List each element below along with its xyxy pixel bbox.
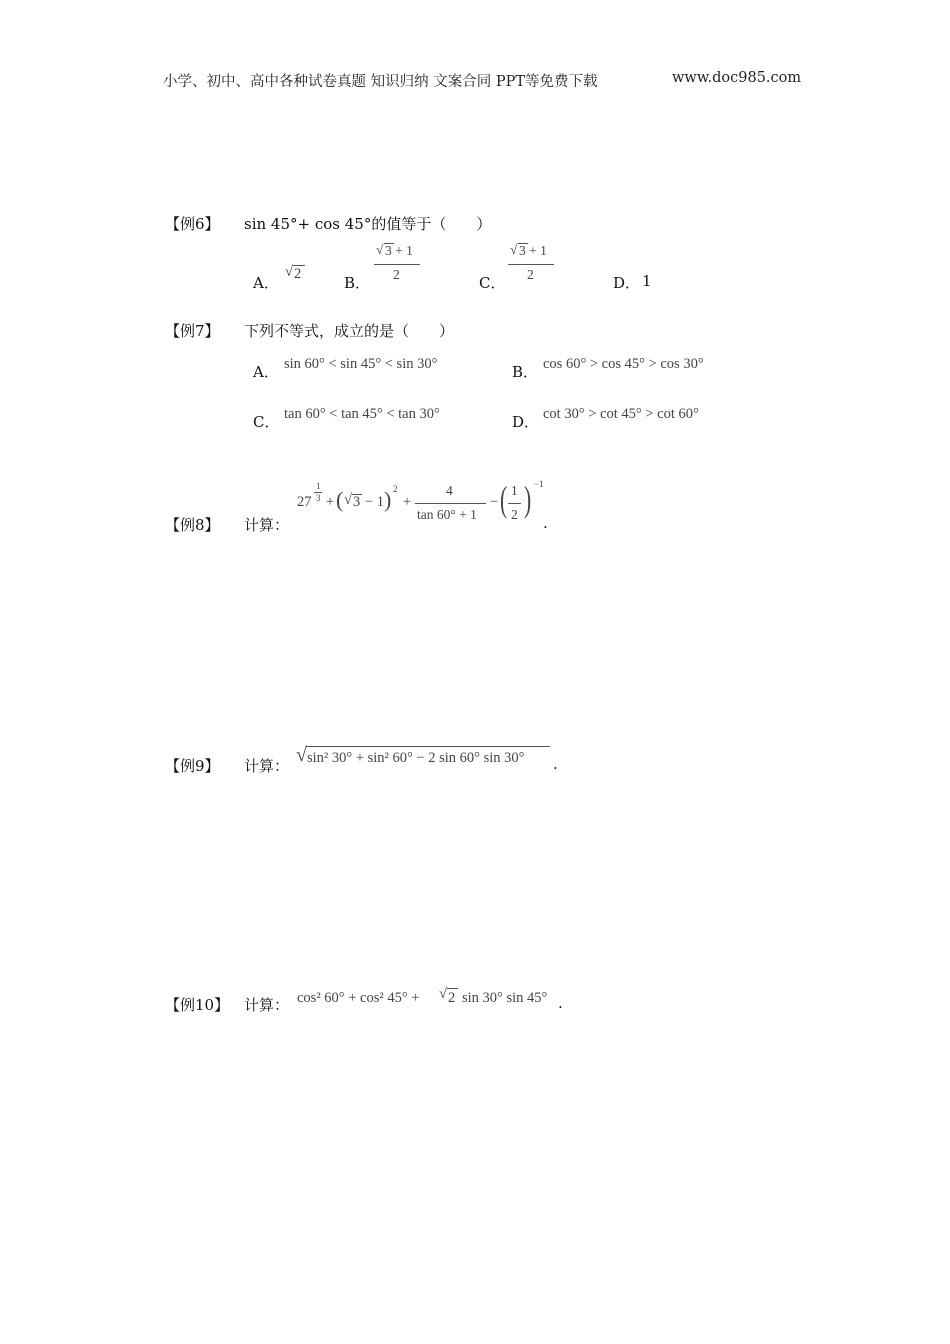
option-b-denominator: 2: [393, 267, 400, 282]
half-numerator: 1: [511, 483, 518, 498]
option-a-label: A．: [253, 363, 279, 381]
example-label: 【例10】: [165, 996, 230, 1014]
plus-sign: +: [326, 494, 335, 510]
plus-sign: +: [403, 494, 412, 510]
option-b-expr: cos 60° > cos 45° > cos 30°: [543, 356, 704, 372]
example-label: 【例8】: [165, 516, 220, 534]
option-c-denominator: 2: [527, 267, 534, 282]
left-paren: (: [336, 487, 344, 512]
fraction-bar: [508, 503, 521, 504]
option-a-expr: 2: [294, 266, 302, 282]
example-stem: 计算：: [244, 996, 290, 1014]
right-paren: ): [524, 479, 532, 519]
option-c-expr: tan 60° < tan 45° < tan 30°: [284, 406, 440, 422]
example-label: 【例6】: [165, 215, 220, 233]
sqrt-icon: √: [344, 492, 352, 508]
negative-exponent: −1: [534, 479, 544, 489]
sqrt-icon: √: [439, 986, 447, 1002]
option-b-numerator: 3 + 1: [385, 243, 413, 258]
example-stem: 计算：: [244, 516, 290, 534]
right-paren: ): [384, 487, 392, 512]
option-b-label: B．: [344, 274, 371, 292]
radicand-expression: sin² 30° + sin² 60° − 2 sin 60° sin 30°: [307, 750, 525, 766]
fraction-denominator: tan 60° + 1: [417, 507, 477, 522]
left-paren: (: [500, 479, 508, 519]
exponent-denominator: 3: [316, 493, 321, 503]
term-base: 27: [297, 494, 312, 510]
minus-sign: −: [490, 494, 499, 510]
radicand: 2: [448, 990, 456, 1006]
fraction-numerator: 4: [446, 483, 453, 498]
option-d-label: D．: [613, 274, 641, 292]
example-label: 【例7】: [165, 322, 220, 340]
option-b-label: B．: [512, 363, 539, 381]
minus-one: − 1: [365, 494, 385, 510]
radical-bar: [306, 746, 550, 747]
option-d-label: D．: [512, 413, 540, 431]
sqrt-icon: √: [285, 264, 293, 280]
half-denominator: 2: [511, 507, 518, 522]
example-stem: 计算：: [244, 757, 290, 775]
end-period: .: [553, 755, 558, 773]
exponent-numerator: 1: [316, 481, 321, 491]
radical-bar: [447, 988, 458, 989]
expression-part-b: sin 30° sin 45°: [462, 990, 548, 1006]
end-period: .: [558, 994, 563, 1012]
radicand: 3: [353, 494, 361, 510]
sqrt-icon: √: [376, 242, 384, 257]
option-c-numerator: 3 + 1: [519, 243, 547, 258]
sqrt-icon: √: [296, 744, 307, 766]
option-c-label: C．: [253, 413, 280, 431]
fraction-bar: [415, 503, 486, 504]
example-stem: sin 45°+ cos 45°的值等于（ ）: [244, 215, 492, 233]
header-site-url[interactable]: www.doc985.com: [672, 70, 802, 86]
end-period: .: [543, 514, 548, 532]
option-a-label: A．: [253, 274, 279, 292]
fraction-bar: [374, 264, 420, 265]
square-exponent: 2: [393, 484, 398, 494]
option-a-expr: sin 60° < sin 45° < sin 30°: [284, 356, 438, 372]
option-c-label: C．: [479, 274, 506, 292]
expression-part-a: cos² 60° + cos² 45° +: [297, 990, 420, 1006]
sqrt-icon: √: [510, 242, 518, 257]
option-d-value: 1: [642, 272, 652, 290]
fraction-bar: [508, 264, 554, 265]
example-label: 【例9】: [165, 757, 220, 775]
option-d-expr: cot 30° > cot 45° > cot 60°: [543, 406, 699, 422]
example-stem: 下列不等式，成立的是（ ）: [244, 322, 455, 340]
header-left-text: 小学、初中、高中各种试卷真题 知识归纳 文案合同 PPT等免费下载: [163, 74, 598, 90]
